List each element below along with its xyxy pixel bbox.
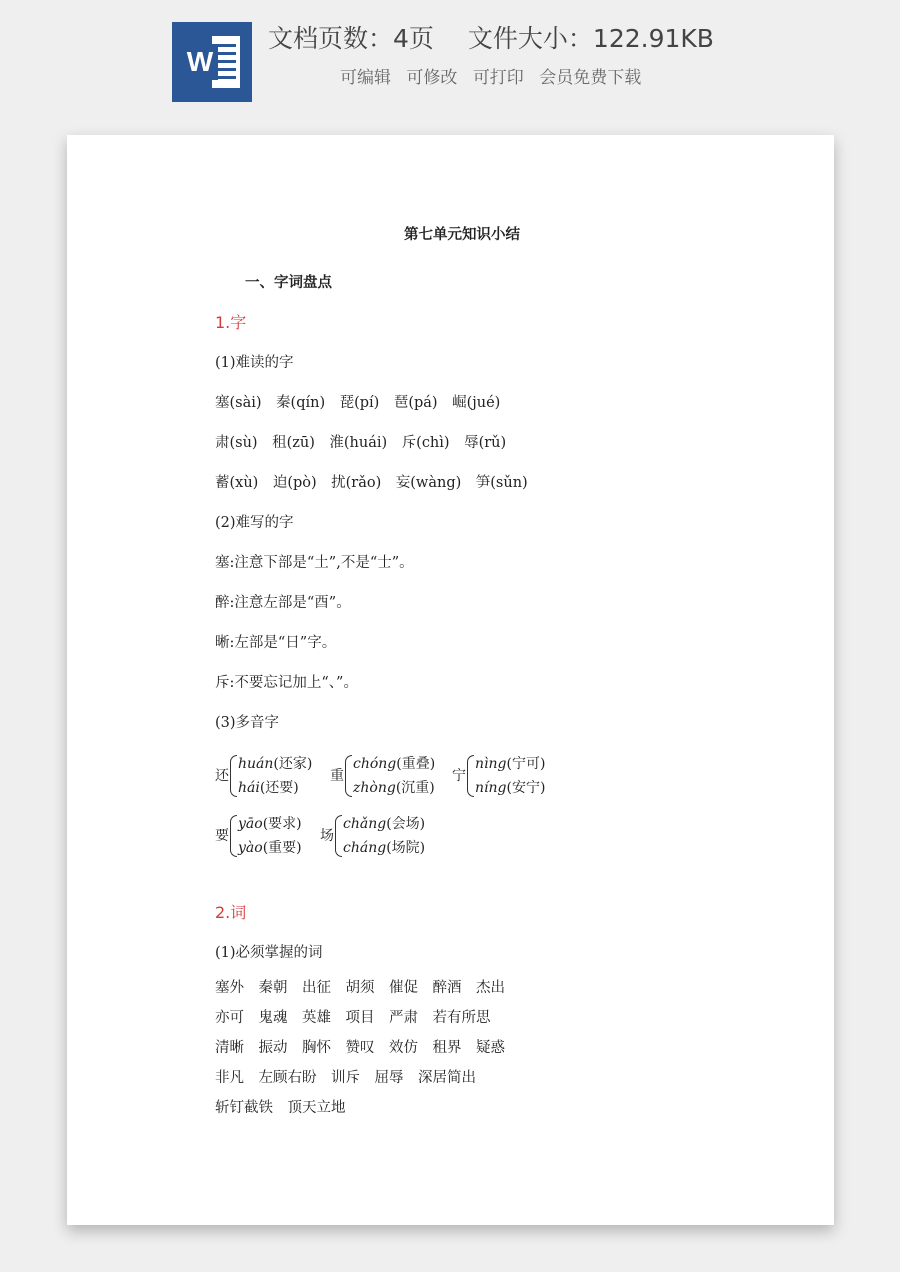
feature-modifiable: 可修改 — [406, 68, 458, 88]
section-heading: 一、字词盘点 — [245, 275, 332, 291]
file-size: 文件大小：122.91KB — [467, 24, 714, 53]
feature-editable: 可编辑 — [340, 68, 391, 88]
word-row: 斩钉截铁 顶天立地 — [215, 1100, 346, 1116]
hard-read-row: 塞(sài) 秦(qín) 琵(pí) 琶(pá) 崛(jué) — [215, 395, 501, 411]
hard-write-row: 晰:左部是“日”字。 — [215, 635, 337, 651]
feature-list — [340, 66, 651, 90]
subheading-characters: 1.字 — [215, 313, 247, 332]
hard-write-row: 斥:不要忘记加上“、”。 — [215, 675, 358, 691]
word-logo-icon: W — [172, 22, 252, 102]
hard-write-row: 醉:注意左部是“酉”。 — [215, 595, 351, 611]
document-page: 第七单元知识小结 一、字词盘点 1.字 (1)难读的字 塞(sài) 秦(qín) 琵(pí) 琶(pá) 崛(jué) 肃(sù) 租(zū) 淮(huái) 斥(chì) 辱(rǔ) 蓄(xù) 迫(pò) 扰(rǎo) 妄(wàng) 笋(sǔn) (2)难写的字 塞:注意下部是“土”,不是“士”。 醉:注意左部是“酉”。 晰:左部是“日”字。 斥:不要忘记加上“、”。 (3)多音字 还 huán(还家) hái(还要) 重 chóng(重叠) zhòng(沉重) 宁 nìng(宁可) níng(安宁) 要 yāo(要求) yào(重要) 场 chǎng(会场) cháng(场院) 2.词 (1)必须掌握的词 塞外 秦朝 出征 胡须 催促 醉酒 杰出 亦可 鬼魂 英雄 项目 严肃 若有所思 清晰 振动 胸怀 赞叹 效仿 租界 疑惑 非凡 左顾右盼 训斥 屈辱 深居简出 斩钉截铁 顶天立地 — [67, 135, 834, 1225]
hard-write-row: 塞:注意下部是“土”,不是“士”。 — [215, 555, 414, 571]
word-row: 非凡 左顾右盼 训斥 屈辱 深居简出 — [215, 1070, 476, 1086]
hard-write-label: (2)难写的字 — [215, 515, 294, 531]
word-row: 塞外 秦朝 出征 胡须 催促 醉酒 杰出 — [215, 980, 505, 996]
feature-printable: 可打印 — [472, 68, 524, 88]
word-row: 清晰 振动 胸怀 赞叹 效仿 租界 疑惑 — [215, 1040, 505, 1056]
page-count: 文档页数：4页 — [268, 24, 434, 53]
word-row: 亦可 鬼魂 英雄 项目 严肃 若有所思 — [215, 1010, 491, 1026]
hard-read-label: (1)难读的字 — [215, 355, 294, 371]
polyphone-label: (3)多音字 — [215, 715, 280, 731]
doc-title: 第七单元知识小结 — [404, 227, 520, 243]
download-header — [0, 0, 900, 120]
file-info — [268, 22, 714, 56]
feature-member-download: 会员免费下载 — [539, 68, 642, 88]
must-know-label: (1)必须掌握的词 — [215, 945, 323, 961]
subheading-words: 2.词 — [215, 903, 247, 922]
hard-read-row: 肃(sù) 租(zū) 淮(huái) 斥(chì) 辱(rǔ) — [215, 435, 507, 451]
hard-read-row: 蓄(xù) 迫(pò) 扰(rǎo) 妄(wàng) 笋(sǔn) — [215, 475, 528, 491]
